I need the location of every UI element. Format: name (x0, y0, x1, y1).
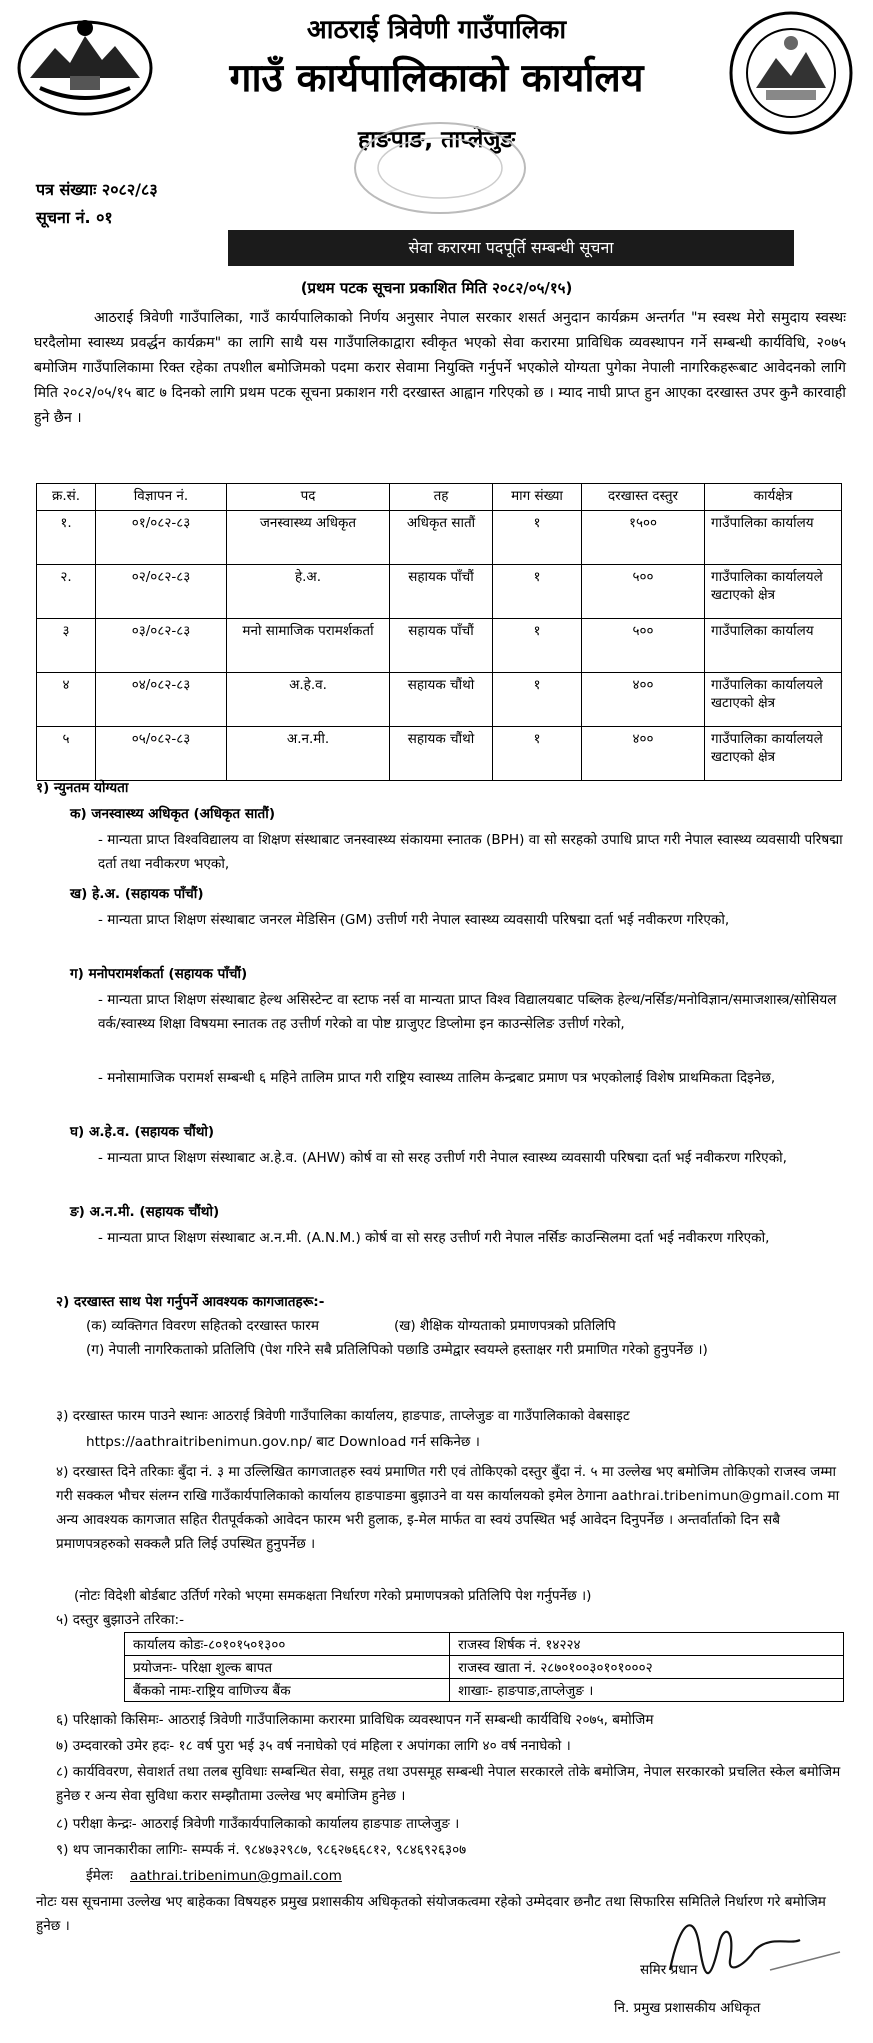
intro-paragraph: आठराई त्रिवेणी गाउँपालिका, गाउँ कार्यपालिकाको निर्णय अनुसार नेपाल सरकार शसर्त अनुदान कार्यक्रम अन्तर्गत "म स्वस्थ मेरो समुदाय स्वस्थः घरदैलोमा स्वास्थ्य प्रवर्द्धन कार्यक्रम" का लागि साथै यस गाउँपालिकाद्वारा स्वीकृत भएको सेवा करारमा प्राविधिक व्यवस्थापन गर्ने सम्बन्धी कार्यविधि, २०७५ बमोजिम गाउँपालिकामा रिक्त रहेका तपशील बमोजिमको पदमा करार सेवामा नियुक्ति गर्नुपर्ने भएकोले योग्यता पुगेका नेपाली नागरिकहरूबाट आवेदनको लागि मिति २०८२/०५/१५ बाट ७ दिनको लागि प्रथम पटक सूचना प्रकाशन गरी दरखास्त आह्वान गरिएको छ । म्याद नाघी प्राप्त हुन आएका दरखास्त उपर कुनै कारवाही हुने छैन । (34, 310, 846, 426)
qualification-d-heading: घ) अ.हे.व. (सहायक चौंथो) (70, 1124, 215, 1140)
cell-level: सहायक चौंथो (390, 727, 493, 781)
cell-post: जनस्वास्थ्य अधिकृत (227, 511, 390, 565)
table-header-row (37, 484, 842, 511)
application-method-text: ४) दरखास्त दिने तरिकाः बुँदा नं. ३ मा उल्लिखित कागजातहरु स्वयं प्रमाणित गरी एवं तोकिएको दस्तुर बुँदा नं. ५ मा उल्लेख भए बमोजिम तोकिएको राजस्व जम्मा गरी सक्कल भौचर संलग्न राखि गाउँकार्यपालिकाको कार्यालय हाङपाङमा बुझाउने वा यस कार्यालयको इमेल ठेगाना aathrai.tribenimun@gmail.com मा अन्य आवश्यक कागजात सहित रीतपूर्वकको आवेदन फारम भरी हुलाक, इ-मेल मार्फत वा स्वयं उपस्थित भई आवेदन दिनुपर्नेछ । अन्तर्वार्ताको दिन सबै प्रमाणपत्रहरुको सक्कलै प्रति लिई उपस्थित हुनुपर्नेछ । (56, 1464, 840, 1552)
cell-workplace: गाउँपालिका कार्यालयले खटाएको क्षेत्र (705, 727, 842, 781)
cell-post: मनो सामाजिक परामर्शकर्ता (227, 619, 390, 673)
work-terms-text: ८) कार्यविवरण, सेवाशर्त तथा तलब सुविधाः सम्बन्धित सेवा, समूह तथा उपसमूह सम्बन्धी नेपाल सरकारले तोके बमोजिम, नेपाल सरकारको प्रचलित स्केल बमोजिम हुनेछ र अन्य सेवा सुविधा करार सम्झौतामा उल्लेख भए बमोजिम हुनेछ । (56, 1764, 841, 1804)
cell-ad-no: ०२/०८२-८३ (96, 565, 227, 619)
qualification-e-heading: ङ) अ.न.मी. (सहायक चौंथो) (70, 1204, 220, 1220)
cell-sn: ३ (37, 619, 96, 673)
revenue-heading-no: राजस्व शिर्षक नं. १४२२४ (450, 1633, 844, 1656)
table-row (125, 1656, 844, 1679)
application-method-note: (नोटः विदेशी बोर्डबाट उर्तिर्ण गरेको भएमा समकक्षता निर्धारण गरेको प्रमाणपत्रको प्रतिलिपि पेश गर्नुपर्नेछ ।) (74, 1588, 592, 1604)
office-address: हाङपाङ, ताप्लेजुङ (357, 127, 516, 153)
cell-demand: १ (493, 673, 582, 727)
qualification-b-text: - मान्यता प्राप्त शिक्षण संस्थाबाट जनरल मेडिसिन (GM) उत्तीर्ण गरी नेपाल स्वास्थ्य व्यवसायी परिषद्मा दर्ता भई नवीकरण गरिएको, (98, 912, 730, 928)
cell-sn: ४ (37, 673, 96, 727)
cell-fee: ४०० (582, 673, 705, 727)
bank-name: बैंकको नामः-राष्ट्रिय वाणिज्य बैंक (125, 1679, 450, 1702)
qualification-a-heading: क) जनस्वास्थ्य अधिकृत (अधिकृत सातौं) (70, 806, 276, 822)
age-limit-text: ७) उम्दवारको उमेर हदः- १८ वर्ष पुरा भई ३५ वर्ष ननाघेको एवं महिला र अपांगका लागि ४० वर्ष ननाघेको । (56, 1738, 571, 1754)
cell-fee: ५०० (582, 619, 705, 673)
col-fee: दरखास्त दस्तुर (582, 484, 705, 511)
document-item-a: (क) व्यक्तिगत विवरण सहितको दरखास्त फारम (86, 1318, 319, 1334)
cell-workplace: गाउँपालिका कार्यालय (705, 619, 842, 673)
qualification-c-text-1: - मान्यता प्राप्त शिक्षण संस्थाबाट हेल्थ असिस्टेन्ट वा स्टाफ नर्स वा मान्यता प्राप्त विश्व विद्यालयबाट पब्लिक हेल्थ/नर्सिङ/मनोविज्ञान/समाजशास्त्र/सोसियल वर्क/स्वास्थ्य शिक्षा विषयमा स्नातक तह उत्तीर्ण गरेको वा पोष्ट ग्राजुएट डिप्लोमा इन काउन्सेलिङ उत्तीर्ण गरेको, (98, 992, 837, 1032)
office-code: कार्यालय कोडः-८०१०१५०१३०० (125, 1633, 450, 1656)
col-sn: क्र.सं. (37, 484, 96, 511)
table-row (125, 1679, 844, 1702)
cell-workplace: गाउँपालिका कार्यालयले खटाएको क्षेत्र (705, 673, 842, 727)
footnote-text: नोटः यस सूचनामा उल्लेख भए बाहेकका विषयहरु प्रमुख प्रशासकीय अधिकृतको संयोजकत्वमा रहेको उम्मेदवार छनौट तथा सिफारिस समितिले निर्धारण गरे बमोजिम हुनेछ । (36, 1894, 826, 1934)
cell-demand: १ (493, 727, 582, 781)
cell-level: सहायक पाँचौं (390, 619, 493, 673)
cell-sn: ५ (37, 727, 96, 781)
qualification-a-text: - मान्यता प्राप्त विश्वविद्यालय वा शिक्षण संस्थाबाट जनस्वास्थ्य संकायमा स्नातक (BPH) वा सो सरहको उपाधि प्राप्त गरी नेपाल स्वास्थ्य व्यवसायी परिषद्मा दर्ता तथा नवीकरण भएको, (98, 832, 843, 872)
documents-title: २) दरखास्त साथ पेश गर्नुपर्ने आवश्यक कागजातहरू:- (56, 1294, 325, 1310)
municipality-name: आठराई त्रिवेणी गाउँपालिका (306, 15, 567, 45)
document-item-b: (ख) शैक्षिक योग्यताको प्रमाणपत्रको प्रतिलिपि (394, 1318, 616, 1334)
qualification-b-heading: ख) हे.अ. (सहायक पाँचौं) (70, 886, 204, 902)
notice-title: सेवा करारमा पदपूर्ति सम्बन्धी सूचना (228, 230, 794, 266)
publication-date: (प्रथम पटक सूचना प्रकाशित मिति २०८२/०५/१५) (300, 279, 573, 297)
qualification-c-heading: ग) मनोपरामर्शकर्ता (सहायक पाँचौं) (70, 966, 248, 982)
col-workplace: कार्यक्षेत्र (705, 484, 842, 511)
cell-demand: १ (493, 565, 582, 619)
fee-payment-title: ५) दस्तुर बुझाउने तरिका:- (56, 1612, 184, 1628)
table-row (125, 1633, 844, 1656)
cell-post: अ.न.मी. (227, 727, 390, 781)
cell-ad-no: ०३/०८२-८३ (96, 619, 227, 673)
qualification-e-text: - मान्यता प्राप्त शिक्षण संस्थाबाट अ.न.मी. (A.N.M.) कोर्ष वा सो सरह उत्तीर्ण गरी नेपाल नर्सिङ काउन्सिलमा दर्ता भई नवीकरण गरिएको, (98, 1230, 770, 1246)
payment-purpose: प्रयोजनः- परिक्षा शुल्क बापत (125, 1656, 450, 1679)
cell-fee: १५०० (582, 511, 705, 565)
email-label: ईमेलः (86, 1868, 113, 1884)
form-location-text: ३) दरखास्त फारम पाउने स्थानः आठराई त्रिवेणी गाउँपालिका कार्यालय, हाङपाङ, ताप्लेजुङ वा गाउँपालिकाको वेबसाइट (56, 1408, 630, 1424)
email-link[interactable]: aathrai.tribenimun@gmail.com (130, 1868, 342, 1884)
bank-branch: शाखाः- हाङपाङ,ताप्लेजुङ । (450, 1679, 844, 1702)
table-row (37, 511, 842, 565)
vacancy-table (36, 483, 842, 781)
table-row (37, 565, 842, 619)
cell-ad-no: ०४/०८२-८३ (96, 673, 227, 727)
cell-demand: १ (493, 511, 582, 565)
col-level: तह (390, 484, 493, 511)
contact-info-text: ९) थप जानकारीका लागिः- सम्पर्क नं. ९८४७३२९८७, ९८६२७६६८१२, ९८४६९२६३०७ (56, 1842, 467, 1858)
cell-level: सहायक पाँचौं (390, 565, 493, 619)
letter-number: पत्र संख्याः २०८२/८३ (36, 180, 158, 199)
table-row (37, 673, 842, 727)
signatory-name: समिर प्रधान (640, 1962, 698, 1978)
col-post: पद (227, 484, 390, 511)
cell-workplace: गाउँपालिका कार्यालय (705, 511, 842, 565)
office-stamp (350, 118, 530, 218)
cell-sn: १. (37, 511, 96, 565)
fee-payment-table (124, 1632, 844, 1702)
signatory-title: नि. प्रमुख प्रशासकीय अधिकृत (614, 2000, 761, 2016)
col-demand: माग संख्या (493, 484, 582, 511)
qualification-d-text: - मान्यता प्राप्त शिक्षण संस्थाबाट अ.हे.व. (AHW) कोर्ष वा सो सरह उत्तीर्ण गरी नेपाल स्वास्थ्य व्यवसायी परिषद्मा दर्ता भई नवीकरण गरिएको, (98, 1150, 787, 1166)
exam-center-text: ८) परीक्षा केन्द्रः- आठराई त्रिवेणी गाउँकार्यपालिकाको कार्यालय हाङपाङ ताप्लेजुङ । (56, 1816, 460, 1832)
cell-ad-no: ०५/०८२-८३ (96, 727, 227, 781)
qualification-title: १) न्युनतम योग्यता (36, 780, 129, 796)
exam-type-text: ६) परिक्षाको किसिमः- आठराई त्रिवेणी गाउँपालिकामा करारमा प्राविधिक व्यवस्थापन गर्ने सम्बन्धी कार्यविधि २०७५, बमोजिम (56, 1712, 654, 1728)
handwritten-signature (650, 1900, 860, 2000)
cell-fee: ५०० (582, 565, 705, 619)
cell-fee: ४०० (582, 727, 705, 781)
cell-ad-no: ०१/०८२-८३ (96, 511, 227, 565)
revenue-account-no: राजस्व खाता नं. २८७०१००३०१०१०००२ (450, 1656, 844, 1679)
cell-demand: १ (493, 619, 582, 673)
document-item-c: (ग) नेपाली नागरिकताको प्रतिलिपि (पेश गरिने सबै प्रतिलिपिको पछाडि उम्मेद्वार स्वयम्ले हस्ताक्षर गरी प्रमाणित गरेको हुनुपर्नेछ ।) (86, 1342, 708, 1358)
website-link[interactable]: https://aathraitribenimun.gov.np/ बाट Download गर्न सकिनेछ । (86, 1434, 480, 1450)
cell-level: सहायक चौंथो (390, 673, 493, 727)
cell-sn: २. (37, 565, 96, 619)
table-row (37, 727, 842, 781)
cell-post: अ.हे.व. (227, 673, 390, 727)
cell-workplace: गाउँपालिका कार्यालयले खटाएको क्षेत्र (705, 565, 842, 619)
cell-post: हे.अ. (227, 565, 390, 619)
office-title: गाउँ कार्यपालिकाको कार्यालय (229, 56, 644, 101)
cell-level: अधिकृत सातौं (390, 511, 493, 565)
notice-number: सूचना नं. ०१ (36, 208, 113, 227)
table-row (37, 619, 842, 673)
qualification-c-text-2: - मनोसामाजिक परामर्श सम्बन्धी ६ महिने तालिम प्राप्त गरी राष्ट्रिय स्वास्थ्य तालिम केन्द्रबाट प्रमाण पत्र भएकोलाई विशेष प्राथमिकता दिइनेछ, (98, 1070, 776, 1086)
col-ad-no: विज्ञापन नं. (96, 484, 227, 511)
